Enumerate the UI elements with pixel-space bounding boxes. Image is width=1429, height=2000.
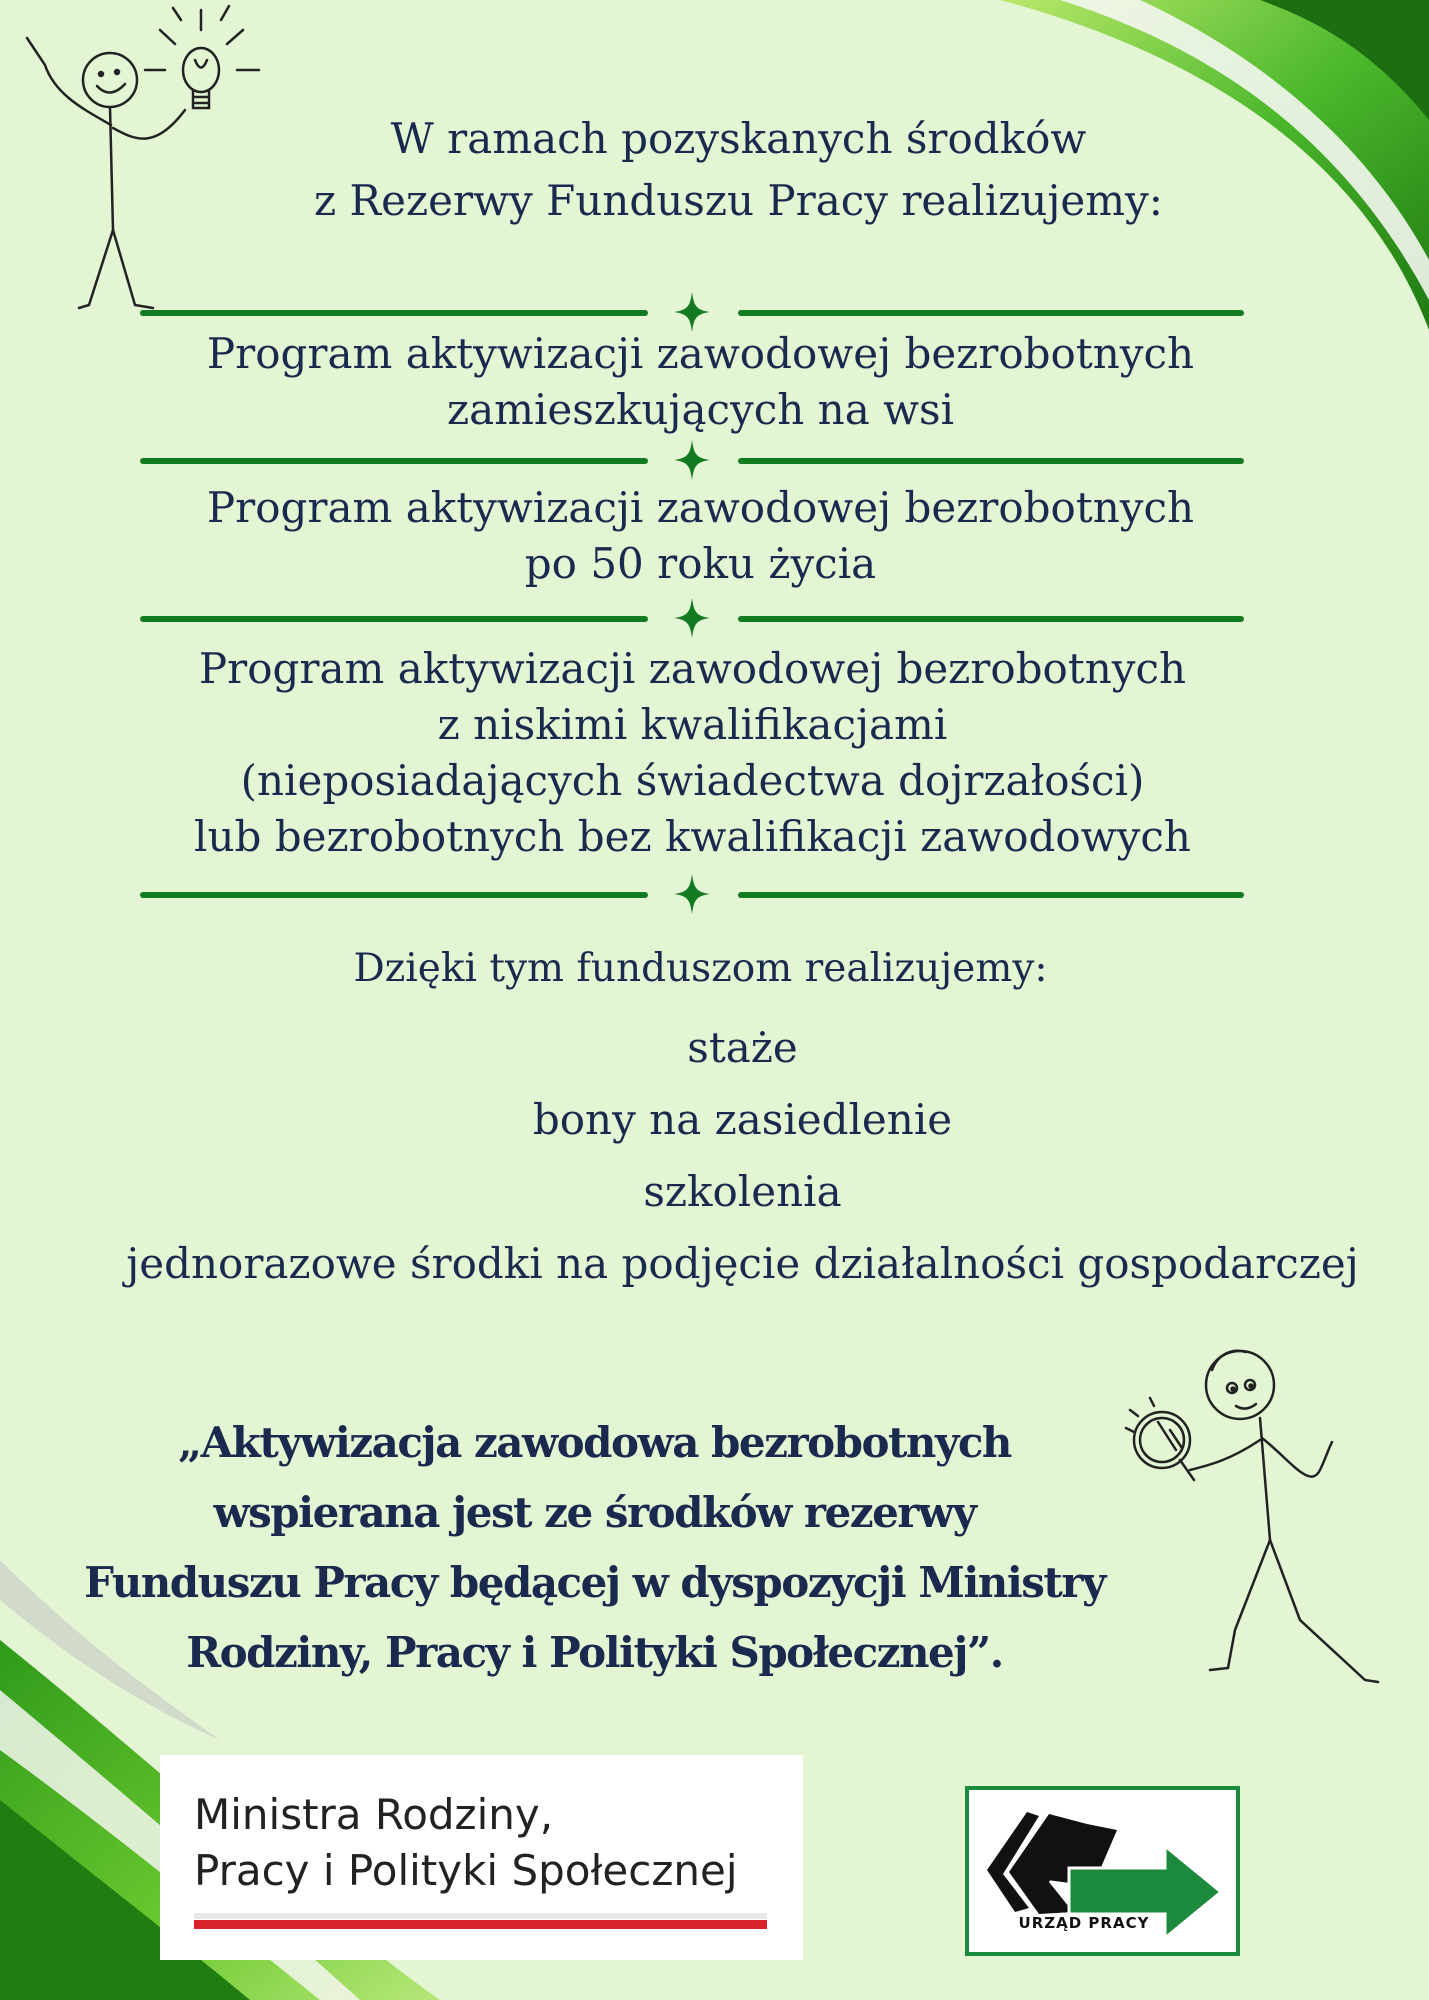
program-line: Program aktywizacji zawodowej bezrobotnych xyxy=(206,483,1195,532)
program-item xyxy=(0,641,1407,865)
program-line: Program aktywizacji zawodowej bezrobotnych xyxy=(206,329,1195,378)
divider xyxy=(138,883,1246,907)
list-item: staże xyxy=(687,1023,798,1072)
quote-line: Funduszu Pracy będącej w dyspozycji Ministry xyxy=(84,1558,1105,1607)
quote-line: wspierana jest ze środków rezerwy xyxy=(213,1488,976,1537)
divider xyxy=(138,607,1246,631)
ministry-logo xyxy=(160,1755,803,1960)
program-item xyxy=(0,326,1415,438)
quote-line: Rodziny, Pracy i Polityki Społecznej”. xyxy=(186,1628,1003,1677)
urzad-pracy-logo xyxy=(965,1786,1240,1956)
stickman-magnifier-icon xyxy=(1110,1330,1400,1720)
ministry-name-line: Pracy i Polityki Społecznej xyxy=(194,1846,738,1895)
quote-line: „Aktywizacja zawodowa bezrobotnych xyxy=(178,1418,1011,1467)
urzad-label: URZĄD PRACY xyxy=(1018,1914,1150,1932)
funds-list xyxy=(28,1012,1429,1300)
divider xyxy=(138,301,1246,325)
page-title xyxy=(24,108,1429,232)
divider xyxy=(138,449,1246,473)
diamond-star-icon xyxy=(674,598,710,638)
title-line: z Rezerwy Funduszu Pracy realizujemy: xyxy=(314,176,1163,225)
ministry-name xyxy=(194,1787,738,1899)
title-line: W ramach pozyskanych środków xyxy=(390,114,1087,163)
program-line: lub bezrobotnych bez kwalifikacji zawodowych xyxy=(194,812,1191,861)
flag-red-stripe xyxy=(194,1920,767,1929)
program-line: po 50 roku życia xyxy=(524,539,877,588)
program-item xyxy=(0,480,1415,592)
list-item: bony na zasiedlenie xyxy=(532,1095,953,1144)
program-line: Program aktywizacji zawodowej bezrobotnych xyxy=(198,644,1187,693)
flag-white-stripe xyxy=(194,1913,767,1919)
funds-intro: Dzięki tym funduszom realizujemy: xyxy=(353,946,1048,991)
list-item: jednorazowe środki na podjęcie działalności gospodarczej xyxy=(126,1239,1359,1288)
program-line: (nieposiadających świadectwa dojrzałości) xyxy=(240,756,1145,805)
program-line: zamieszkujących na wsi xyxy=(446,385,955,434)
diamond-star-icon xyxy=(674,874,710,914)
ministry-name-line: Ministra Rodziny, xyxy=(194,1790,554,1839)
program-line: z niskimi kwalifikacjami xyxy=(437,700,948,749)
diamond-star-icon xyxy=(674,440,710,480)
list-item: szkolenia xyxy=(643,1167,842,1216)
